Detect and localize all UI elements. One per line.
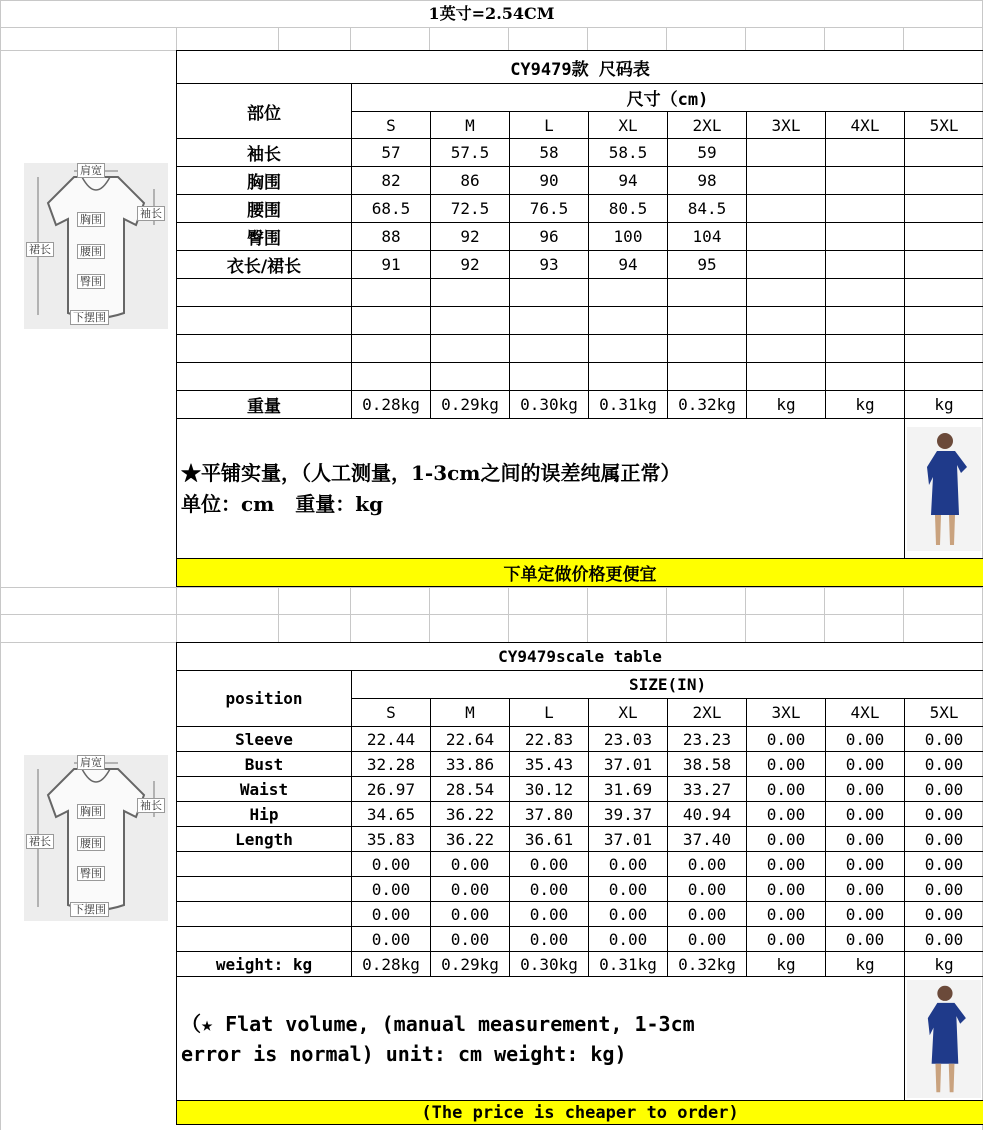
size-label: 4XL <box>826 112 905 139</box>
row-label: Length <box>177 827 352 852</box>
table-cell: 34.65 <box>352 802 431 827</box>
table-cell <box>747 139 826 167</box>
table-cell: 0.00 <box>668 902 747 927</box>
table-row <box>177 827 983 852</box>
size-header: SIZE(IN) <box>352 671 983 699</box>
table-cell <box>510 279 589 307</box>
table-cell: 0.00 <box>668 927 747 952</box>
table-cell: 0.00 <box>510 852 589 877</box>
weight-cell: 0.28kg <box>352 391 431 419</box>
table-cell: 39.37 <box>589 802 668 827</box>
table-cell: 59 <box>668 139 747 167</box>
table-cell <box>826 279 905 307</box>
table-cell: 22.64 <box>431 727 510 752</box>
table-cell: 35.83 <box>352 827 431 852</box>
table-cell: 37.01 <box>589 752 668 777</box>
table-cell: 0.00 <box>905 877 983 902</box>
row-label <box>177 335 352 363</box>
table-cell: 57 <box>352 139 431 167</box>
table-cell <box>747 279 826 307</box>
weight-cell: 0.29kg <box>431 952 510 977</box>
product-photo-cell <box>905 977 983 1101</box>
table-cell <box>905 251 983 279</box>
table-cell <box>905 363 983 391</box>
size-label: M <box>431 112 510 139</box>
table-cell: 96 <box>510 223 589 251</box>
table-row <box>177 802 983 827</box>
table-cell <box>747 251 826 279</box>
table-cell: 0.00 <box>352 902 431 927</box>
table-cell: 0.00 <box>826 727 905 752</box>
row-label: Hip <box>177 802 352 827</box>
table-cell <box>747 195 826 223</box>
weight-cell: 0.31kg <box>589 952 668 977</box>
table-cell <box>747 363 826 391</box>
table-cell: 84.5 <box>668 195 747 223</box>
table-cell <box>510 335 589 363</box>
row-label <box>177 927 352 952</box>
row-label <box>177 307 352 335</box>
diagram-label-waist: 腰围 <box>77 244 105 259</box>
diagram-label-hip: 臀围 <box>77 866 105 881</box>
table-cell <box>589 363 668 391</box>
table-row <box>177 307 983 335</box>
diagram-label-hem: 下摆围 <box>70 310 109 325</box>
table-cell: 104 <box>668 223 747 251</box>
table-cell <box>668 363 747 391</box>
table-cell <box>589 307 668 335</box>
diagram-label-bust: 胸围 <box>77 212 105 227</box>
weight-cell: kg <box>905 952 983 977</box>
size-label: 2XL <box>668 112 747 139</box>
measurement-note <box>177 977 905 1101</box>
row-label: 衣长/裙长 <box>177 251 352 279</box>
size-label: L <box>510 112 589 139</box>
weight-cell: kg <box>747 391 826 419</box>
diagram-label-shoulder: 肩宽 <box>77 755 105 770</box>
table-cell: 94 <box>589 167 668 195</box>
table-cell: 0.00 <box>747 752 826 777</box>
table-cell: 0.00 <box>826 827 905 852</box>
row-label: Sleeve <box>177 727 352 752</box>
table-cell: 0.00 <box>747 777 826 802</box>
table-cell: 0.00 <box>905 827 983 852</box>
table-cell <box>510 363 589 391</box>
table-cell: 0.00 <box>905 902 983 927</box>
model-photo <box>907 427 981 551</box>
table-cell: 68.5 <box>352 195 431 223</box>
table-cell: 58 <box>510 139 589 167</box>
table-row <box>177 777 983 802</box>
table-cell: 0.00 <box>905 852 983 877</box>
table-cell: 0.00 <box>747 877 826 902</box>
table-row <box>177 927 983 952</box>
table-cell: 58.5 <box>589 139 668 167</box>
table-cell: 23.23 <box>668 727 747 752</box>
table-cell: 0.00 <box>589 877 668 902</box>
table-cell <box>668 279 747 307</box>
table-cell <box>747 335 826 363</box>
table-cell <box>352 363 431 391</box>
table-cell: 0.00 <box>352 877 431 902</box>
table-cell: 0.00 <box>826 777 905 802</box>
table-cell <box>747 307 826 335</box>
table-cell: 0.00 <box>668 852 747 877</box>
table-cell: 88 <box>352 223 431 251</box>
table-cell: 31.69 <box>589 777 668 802</box>
size-header: 尺寸（cm) <box>352 84 983 112</box>
part-header: position <box>177 671 352 727</box>
footer-banner: 下单定做价格更便宜 <box>177 559 983 587</box>
table-cell: 0.00 <box>352 927 431 952</box>
table-cell: 0.00 <box>747 727 826 752</box>
row-label <box>177 363 352 391</box>
table-row <box>177 902 983 927</box>
size-label: 5XL <box>905 112 983 139</box>
table-title: CY9479scale table <box>177 643 983 671</box>
size-label: S <box>352 699 431 727</box>
table-cell: 37.01 <box>589 827 668 852</box>
table-cell: 0.00 <box>826 852 905 877</box>
weight-cell: kg <box>826 952 905 977</box>
table-row <box>177 877 983 902</box>
size-label: 5XL <box>905 699 983 727</box>
row-label <box>177 279 352 307</box>
dress-measurement-diagram-cn <box>24 163 168 329</box>
table-cell: 80.5 <box>589 195 668 223</box>
table-cell: 0.00 <box>747 902 826 927</box>
size-chart-cn <box>176 50 983 587</box>
table-cell <box>905 279 983 307</box>
table-cell: 37.40 <box>668 827 747 852</box>
table-cell: 36.61 <box>510 827 589 852</box>
weight-label: 重量 <box>177 391 352 419</box>
diagram-label-hip: 臀围 <box>77 274 105 289</box>
table-cell <box>905 195 983 223</box>
table-cell <box>826 363 905 391</box>
diagram-label-bust: 胸围 <box>77 804 105 819</box>
table-row <box>177 852 983 877</box>
table-cell: 98 <box>668 167 747 195</box>
table-cell <box>431 279 510 307</box>
table-cell: 0.00 <box>747 802 826 827</box>
table-cell: 32.28 <box>352 752 431 777</box>
table-cell: 95 <box>668 251 747 279</box>
weight-cell: 0.29kg <box>431 391 510 419</box>
weight-cell: 0.31kg <box>589 391 668 419</box>
row-label: 腰围 <box>177 195 352 223</box>
size-label: S <box>352 112 431 139</box>
table-cell <box>826 195 905 223</box>
table-cell <box>668 335 747 363</box>
table-cell: 76.5 <box>510 195 589 223</box>
table-cell: 72.5 <box>431 195 510 223</box>
table-cell: 0.00 <box>431 852 510 877</box>
table-cell <box>826 223 905 251</box>
table-row <box>177 752 983 777</box>
diagram-label-sleeve: 袖长 <box>137 798 165 813</box>
table-cell: 36.22 <box>431 827 510 852</box>
table-cell: 92 <box>431 251 510 279</box>
table-cell <box>510 307 589 335</box>
table-cell: 0.00 <box>905 777 983 802</box>
table-cell: 37.80 <box>510 802 589 827</box>
table-cell: 0.00 <box>826 877 905 902</box>
note-line-2: error is normal) unit: cm weight: kg) <box>181 1041 627 1066</box>
product-photo-cell <box>905 419 983 559</box>
table-cell: 0.00 <box>510 877 589 902</box>
table-cell <box>905 139 983 167</box>
table-cell <box>747 167 826 195</box>
table-cell <box>589 279 668 307</box>
table-cell: 93 <box>510 251 589 279</box>
table-cell <box>747 223 826 251</box>
table-cell <box>352 307 431 335</box>
table-cell: 0.00 <box>431 877 510 902</box>
table-title: CY9479款 尺码表 <box>177 51 983 84</box>
table-cell: 0.00 <box>905 727 983 752</box>
weight-cell: 0.28kg <box>352 952 431 977</box>
table-cell <box>431 307 510 335</box>
table-cell <box>431 335 510 363</box>
weight-cell: kg <box>905 391 983 419</box>
table-cell: 40.94 <box>668 802 747 827</box>
weight-label: weight: kg <box>177 952 352 977</box>
table-cell: 35.43 <box>510 752 589 777</box>
table-cell: 0.00 <box>431 902 510 927</box>
table-row <box>177 139 983 167</box>
size-label: XL <box>589 699 668 727</box>
dress-measurement-diagram-en <box>24 755 168 921</box>
row-label: Bust <box>177 752 352 777</box>
row-label <box>177 902 352 927</box>
table-cell: 38.58 <box>668 752 747 777</box>
table-cell: 86 <box>431 167 510 195</box>
table-cell: 22.83 <box>510 727 589 752</box>
table-cell <box>905 167 983 195</box>
table-cell: 0.00 <box>668 877 747 902</box>
table-cell <box>352 335 431 363</box>
part-header: 部位 <box>177 84 352 139</box>
diagram-label-waist: 腰围 <box>77 836 105 851</box>
table-cell <box>826 335 905 363</box>
table-cell: 30.12 <box>510 777 589 802</box>
table-cell: 0.00 <box>905 802 983 827</box>
size-label: XL <box>589 112 668 139</box>
weight-row <box>177 391 983 419</box>
table-cell: 0.00 <box>589 852 668 877</box>
row-label: 臀围 <box>177 223 352 251</box>
table-row <box>177 335 983 363</box>
table-cell <box>905 307 983 335</box>
size-chart-en <box>176 642 983 1125</box>
table-cell: 57.5 <box>431 139 510 167</box>
table-cell <box>905 335 983 363</box>
weight-cell: 0.32kg <box>668 952 747 977</box>
model-photo <box>907 980 981 1098</box>
table-cell: 22.44 <box>352 727 431 752</box>
weight-cell: 0.30kg <box>510 952 589 977</box>
row-label <box>177 852 352 877</box>
table-cell: 90 <box>510 167 589 195</box>
table-cell: 82 <box>352 167 431 195</box>
table-cell: 33.27 <box>668 777 747 802</box>
weight-cell: kg <box>747 952 826 977</box>
table-cell: 0.00 <box>826 927 905 952</box>
note-line-1: ★平铺实量，（人工测量，1-3cm之间的误差纯属正常） <box>181 460 681 485</box>
table-cell: 0.00 <box>747 827 826 852</box>
table-cell: 0.00 <box>589 927 668 952</box>
table-cell: 100 <box>589 223 668 251</box>
table-cell: 91 <box>352 251 431 279</box>
table-cell <box>905 223 983 251</box>
table-cell: 0.00 <box>826 752 905 777</box>
table-cell <box>826 167 905 195</box>
weight-cell: 0.32kg <box>668 391 747 419</box>
table-cell <box>826 251 905 279</box>
table-cell: 0.00 <box>905 927 983 952</box>
table-cell: 94 <box>589 251 668 279</box>
diagram-label-shoulder: 肩宽 <box>77 163 105 178</box>
table-cell <box>668 307 747 335</box>
table-row <box>177 363 983 391</box>
table-row <box>177 251 983 279</box>
size-label: 3XL <box>747 699 826 727</box>
table-cell: 26.97 <box>352 777 431 802</box>
table-cell: 0.00 <box>747 927 826 952</box>
diagram-label-sleeve: 袖长 <box>137 206 165 221</box>
table-cell: 28.54 <box>431 777 510 802</box>
weight-cell: kg <box>826 391 905 419</box>
table-row <box>177 727 983 752</box>
size-label: 2XL <box>668 699 747 727</box>
row-label <box>177 877 352 902</box>
table-cell: 0.00 <box>905 752 983 777</box>
diagram-label-length: 裙长 <box>26 834 54 849</box>
table-cell: 0.00 <box>510 927 589 952</box>
table-row <box>177 223 983 251</box>
table-cell: 0.00 <box>352 852 431 877</box>
table-cell: 0.00 <box>510 902 589 927</box>
diagram-label-length: 裙长 <box>26 242 54 257</box>
table-cell: 23.03 <box>589 727 668 752</box>
conversion-note: 1英寸=2.54CM <box>428 4 555 23</box>
row-label: 袖长 <box>177 139 352 167</box>
table-cell: 36.22 <box>431 802 510 827</box>
note-line-1: （★ Flat volume, (manual measurement, 1-3cm <box>181 1011 695 1036</box>
size-label: 3XL <box>747 112 826 139</box>
row-label: 胸围 <box>177 167 352 195</box>
measurement-note <box>177 419 905 559</box>
diagram-label-hem: 下摆围 <box>70 902 109 917</box>
table-cell <box>826 139 905 167</box>
table-cell: 0.00 <box>826 902 905 927</box>
table-cell: 0.00 <box>589 902 668 927</box>
table-cell <box>589 335 668 363</box>
footer-banner: (The price is cheaper to order) <box>177 1101 983 1125</box>
table-cell <box>826 307 905 335</box>
table-cell: 0.00 <box>826 802 905 827</box>
size-label: 4XL <box>826 699 905 727</box>
table-cell: 92 <box>431 223 510 251</box>
table-cell: 33.86 <box>431 752 510 777</box>
table-row <box>177 195 983 223</box>
size-label: M <box>431 699 510 727</box>
table-row <box>177 279 983 307</box>
table-cell <box>431 363 510 391</box>
row-label: Waist <box>177 777 352 802</box>
size-label: L <box>510 699 589 727</box>
table-cell: 0.00 <box>431 927 510 952</box>
weight-row <box>177 952 983 977</box>
table-row <box>177 167 983 195</box>
note-line-2: 单位：cm 重量：kg <box>181 491 384 516</box>
table-cell <box>352 279 431 307</box>
table-cell: 0.00 <box>747 852 826 877</box>
weight-cell: 0.30kg <box>510 391 589 419</box>
